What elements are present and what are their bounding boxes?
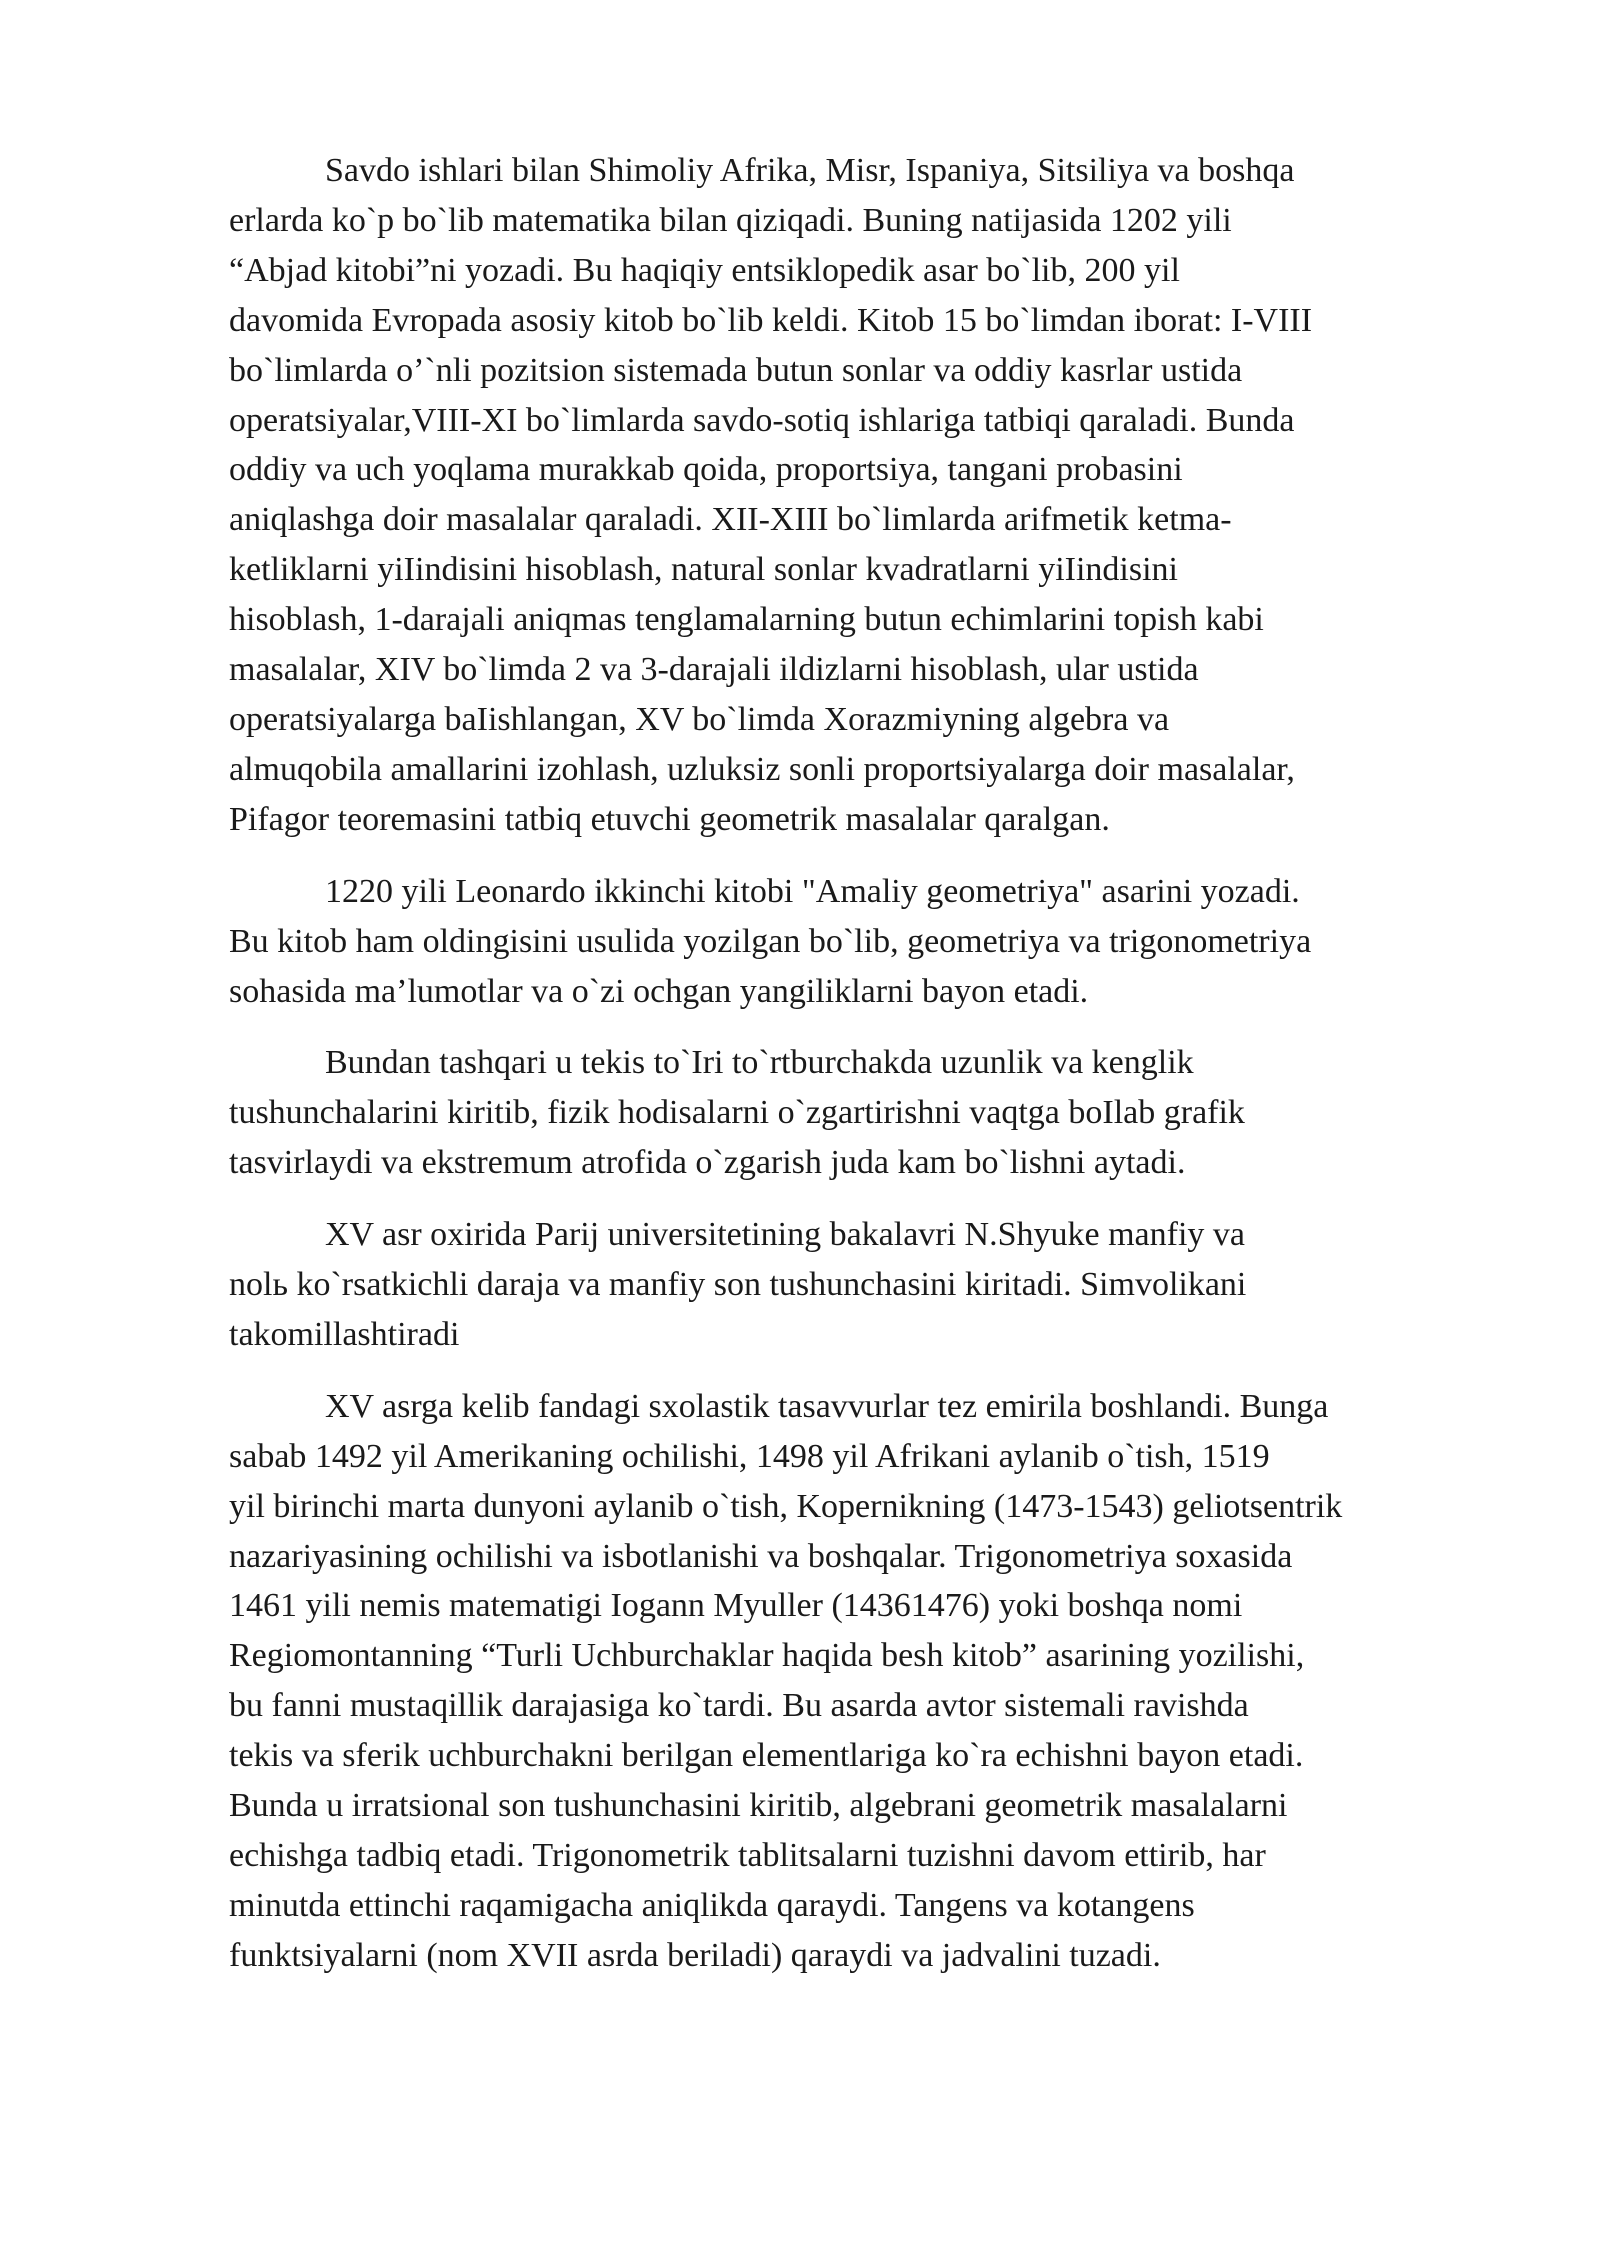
paragraph-5: XV asrga kelib fandagi sxolastik tasavvurlar tez emirila boshlandi. Bunga sabab 1492 yil Amerikaning ochilishi, 1498 yil Afrikani aylanib o`tish, 1519 yil birinchi marta dunyoni aylanib o`tish, Kopernikning (1473-1543) geliotsentrik nazariyasining ochilishi va isbotlanishi va boshqalar. Trigonometriya soxasida 1461 yili nemis matematigi Iogann Myuller (14361476) yoki boshqa nomi Regiomontanning “Turli Uchburchaklar haqida besh kitob” asarining yozilishi, bu fanni mustaqillik darajasiga ko`tardi. Bu asarda avtor sistemali ravishda tekis va sferik uchburchakni berilgan elementlariga ko`ra echishni bayon etadi. Bunda u irratsional son tushunchasini kiritib, algebrani geometrik masalalarni echishga tadbiq etadi. Trigonometrik tablitsalarni tuzishni davom ettirib, har minutda ettinchi raqamigacha aniqlikda qaraydi. Tangens va kotangens funktsiyalarni (nom XVII asrda beriladi) qaraydi va jadvalini tuzadi. [229, 1387, 1343, 1974]
paragraph-3: Bundan tashqari u tekis to`Iri to`rtburchakda uzunlik va kenglik tushunchalarini kiritib, fizik hodisalarni o`zgartirishni vaqtga boIlab grafik tasvirlaydi va ekstremum atrofida o`zgarish juda kam bo`lishni aytadi. [229, 1044, 1245, 1182]
paragraph-4: XV asr oxirida Parij universitetining bakalavri N.Shyuke manfiy va nolь ko`rsatkichli daraja va manfiy son tushunchasini kiritadi. Simvolikani takomillashtiradi [229, 1216, 1247, 1353]
paragraph-2: 1220 yili Leonardo ikkinchi kitobi "Amaliy geometriya" asarini yozadi. Bu kitob ham oldingisini usulida yozilgan bo`lib, geometriya va trigonometriya sohasida ma’lumotlar va o`zi ochgan yangiliklarni bayon etadi. [229, 872, 1312, 1010]
document-page [229, 146, 1491, 2003]
paragraph-1: Savdo ishlari bilan Shimoliy Afrika, Misr, Ispaniya, Sitsiliya va boshqa erlarda ko`p bo`lib matematika bilan qiziqadi. Buning natijasida 1202 yili “Abjad kitobi”ni yozadi. Bu haqiqiy entsiklopedik asar bo`lib, 200 yil davomida Evropada asosiy kitob bo`lib keldi. Kitob 15 bo`limdan iborat: I-VIII bo`limlarda o’`nli pozitsion sistemada butun sonlar va oddiy kasrlar ustida operatsiyalar,VIII-XI bo`limlarda savdo-sotiq ishlariga tatbiqi qaraladi. Bunda oddiy va uch yoqlama murakkab qoida, proportsiya, tangani probasini aniqlashga doir masalalar qaraladi. XII-XIII bo`limlarda arifmetik ketma- ketliklarni yiIindisini hisoblash, natural sonlar kvadratlarni yiIindisini hisoblash, 1-darajali aniqmas tenglamalarning butun echimlarini topish kabi masalalar, XIV bo`limda 2 va 3-darajali ildizlarni hisoblash, ular ustida operatsiyalarga baIishlangan, XV bo`limda Xorazmiyning algebra va almuqobila amallarini izohlash, uzluksiz sonli proportsiyalarga doir masalalar, Pifagor teoremasini tatbiq etuvchi geometrik masalalar qaralgan. [229, 152, 1313, 838]
